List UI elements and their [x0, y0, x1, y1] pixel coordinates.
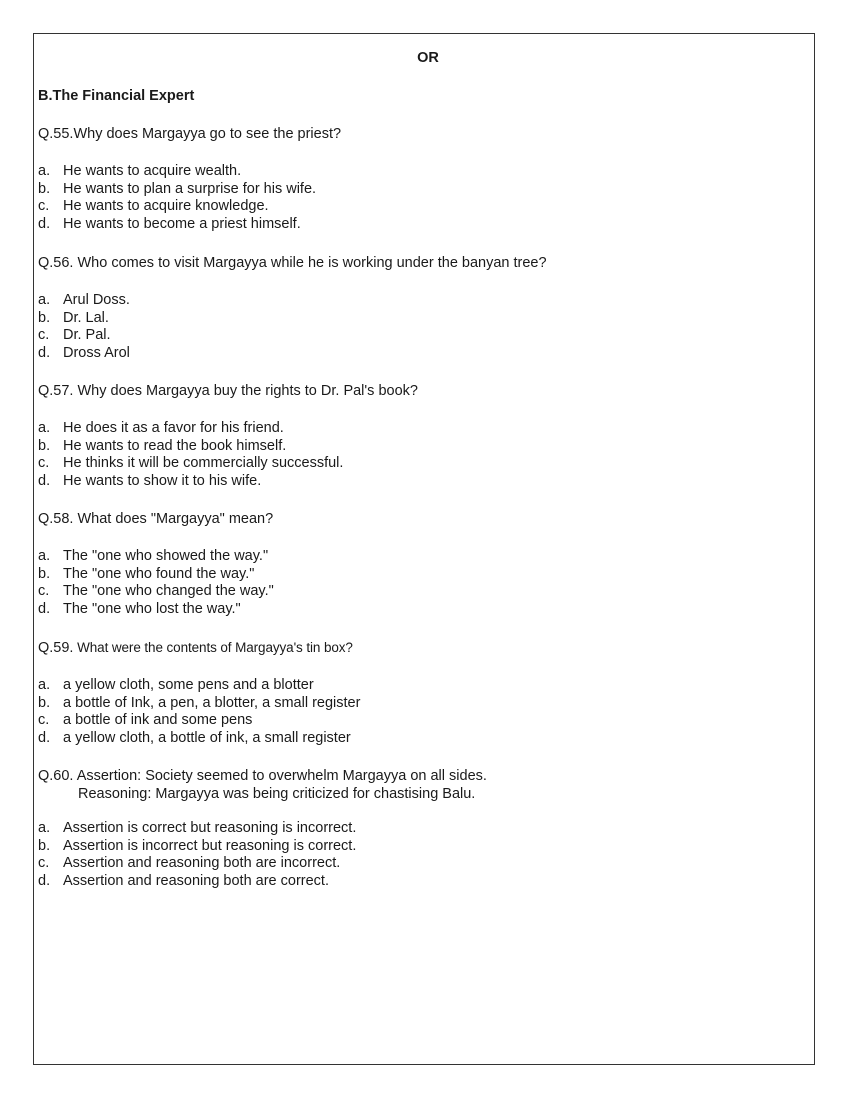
question-55 [38, 125, 341, 234]
option: b. Assertion is incorrect but reasoning is correct. [38, 837, 357, 854]
option: b. He wants to plan a surprise for his wife. [38, 180, 317, 197]
option: a. He wants to acquire wealth. [38, 163, 242, 179]
option: d. Dross Arol [38, 345, 130, 362]
options-list [38, 420, 418, 491]
option: d. Assertion and reasoning both are correct. [38, 873, 329, 890]
page-content [33, 0, 815, 1100]
section-title: B.The Financial Expert [38, 88, 195, 104]
option: d. a yellow cloth, a bottle of ink, a small register [38, 730, 351, 747]
question-text: Q.60. Assertion: Society seemed to overwhelm Margayya on all sides. [38, 768, 487, 784]
question-text: Q.58. What does "Margayya" mean? [38, 511, 274, 527]
option: c. The "one who changed the way." [38, 583, 274, 600]
option: a. a yellow cloth, some pens and a blotter [38, 677, 314, 693]
question-56 [38, 254, 547, 363]
option: a. Assertion is correct but reasoning is incorrect. [38, 820, 357, 836]
option: d. He wants to become a priest himself. [38, 216, 301, 233]
option: a. He does it as a favor for his friend. [38, 420, 284, 436]
option: c. a bottle of ink and some pens [38, 712, 253, 729]
option: b. The "one who found the way." [38, 565, 255, 582]
option: c. He thinks it will be commercially successful. [38, 455, 344, 472]
or-label: OR [417, 50, 439, 66]
option: c. He wants to acquire knowledge. [38, 198, 269, 215]
option: c. Assertion and reasoning both are incorrect. [38, 855, 341, 872]
question-text: Q.57. Why does Margayya buy the rights to Dr. Pal's book? [38, 383, 418, 399]
option: a. Arul Doss. [38, 292, 130, 308]
option: c. Dr. Pal. [38, 327, 111, 344]
options-list [38, 820, 487, 891]
question-reasoning: Reasoning: Margayya was being criticized for chastising Balu. [78, 786, 476, 802]
option: a. The "one who showed the way." [38, 548, 269, 564]
question-58 [38, 510, 274, 619]
question-text: Q.56. Who comes to visit Margayya while he is working under the banyan tree? [38, 255, 547, 271]
options-list [38, 163, 341, 234]
question-60 [38, 767, 487, 891]
option: b. a bottle of Ink, a pen, a blotter, a small register [38, 694, 361, 711]
option: d. The "one who lost the way." [38, 601, 241, 618]
question-text: Q.55.Why does Margayya go to see the priest? [38, 126, 342, 142]
options-list [38, 292, 547, 363]
option: d. He wants to show it to his wife. [38, 473, 262, 490]
question-57 [38, 382, 418, 491]
options-list [38, 548, 274, 619]
question-59 [38, 639, 360, 748]
option: b. He wants to read the book himself. [38, 437, 287, 454]
options-list [38, 677, 360, 748]
question-text: Q.59. What were the contents of Margayya's tin box? [38, 640, 353, 656]
option: b. Dr. Lal. [38, 309, 109, 326]
